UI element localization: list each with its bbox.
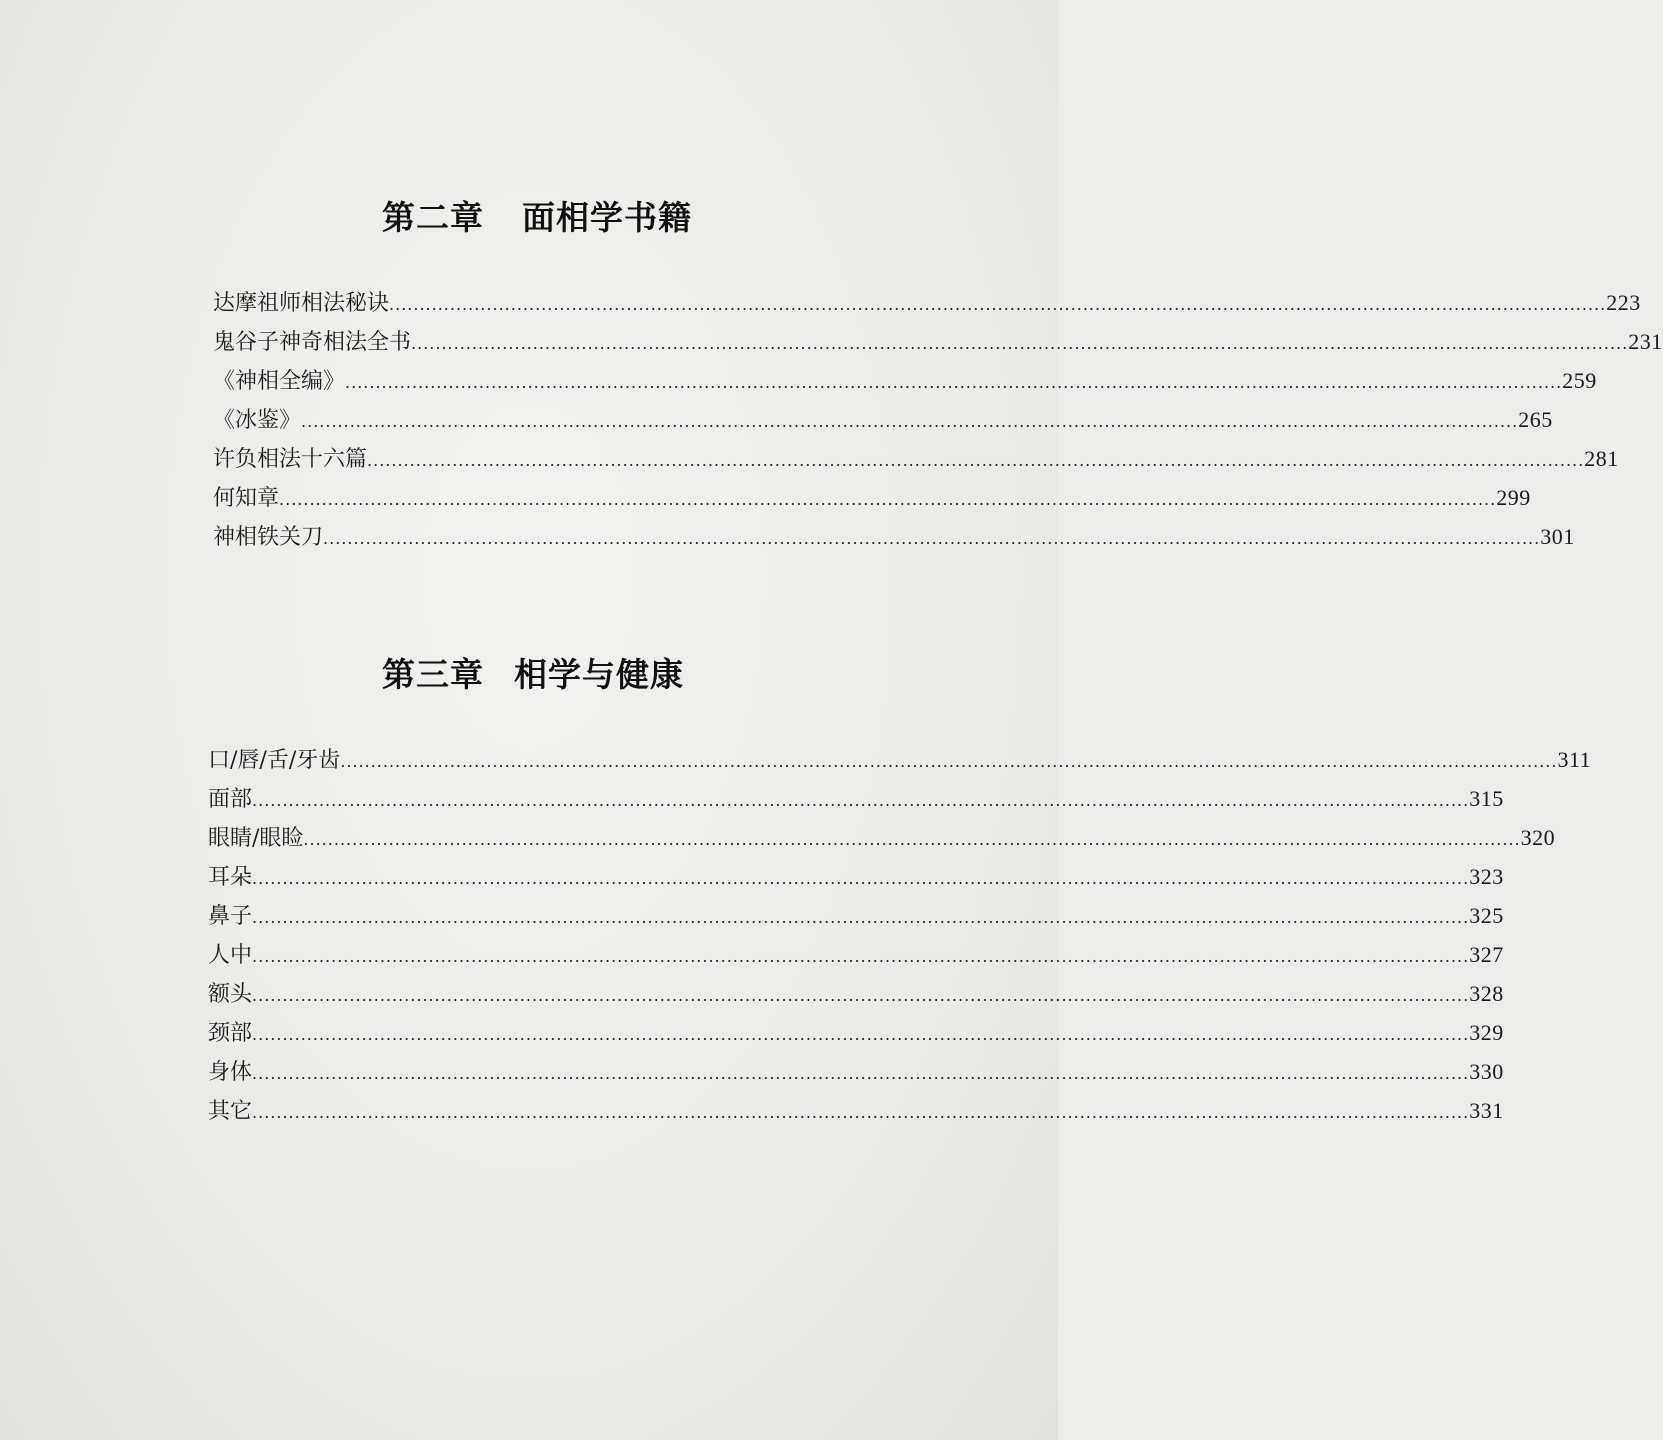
toc-entry[interactable]: 达摩祖师相法秘诀 ........................................................................................................................................................................................................ 223 bbox=[213, 283, 853, 322]
chapter-3-number: 第三章 bbox=[382, 655, 484, 694]
toc-entry-page: 315 bbox=[1469, 786, 1504, 811]
toc-entry-page: 223 bbox=[1606, 290, 1641, 315]
toc-entry-label: 何知章 bbox=[213, 486, 280, 511]
toc-entry-label: 耳朵 bbox=[208, 865, 253, 890]
toc-entry[interactable]: 额头 ........................................................................................................................................................................................................ 328 bbox=[208, 974, 848, 1013]
toc-entry-page: 327 bbox=[1469, 942, 1504, 967]
toc-entry-page: 320 bbox=[1520, 825, 1556, 850]
toc-entry-label: 达摩祖师相法秘诀 bbox=[213, 291, 390, 316]
toc-entry-page: 331 bbox=[1469, 1098, 1504, 1123]
toc-entry-page: 281 bbox=[1584, 446, 1619, 471]
toc-entry-page: 259 bbox=[1562, 368, 1597, 393]
toc-entry[interactable]: 神相铁关刀 ........................................................................................................................................................................................................ 301 bbox=[213, 517, 853, 556]
toc-entry-label: 面部 bbox=[208, 787, 253, 812]
toc-entry-label: 眼睛/眼睑 bbox=[208, 826, 304, 851]
toc-entry-page: 325 bbox=[1469, 903, 1504, 928]
toc-entry-label: 鼻子 bbox=[208, 904, 253, 929]
toc-entry-page: 231 bbox=[1628, 329, 1663, 354]
toc-entry-page: 265 bbox=[1518, 407, 1553, 432]
toc-entry[interactable]: 鼻子 ........................................................................................................................................................................................................ 325 bbox=[208, 896, 848, 935]
toc-entry-label: 《神相全编》 bbox=[213, 369, 346, 394]
chapter-3-name: 相学与健康 bbox=[514, 655, 684, 694]
toc-entry[interactable]: 许负相法十六篇 ........................................................................................................................................................................................................ 281 bbox=[213, 439, 853, 478]
toc-entry-label: 鬼谷子神奇相法全书 bbox=[213, 330, 412, 355]
toc-entry[interactable]: 口/唇/舌/牙齿 ........................................................................................................................................................................................................ 311 bbox=[208, 740, 848, 779]
toc-entry[interactable]: 人中 ........................................................................................................................................................................................................ 327 bbox=[208, 935, 848, 974]
toc-entry-label: 颈部 bbox=[208, 1021, 253, 1046]
chapter-2-title bbox=[382, 198, 692, 238]
toc-entry-label: 人中 bbox=[208, 943, 253, 968]
toc-entry-page: 330 bbox=[1469, 1059, 1504, 1084]
toc-entry[interactable]: 鬼谷子神奇相法全书 ........................................................................................................................................................................................................ 231 bbox=[213, 322, 853, 361]
chapter-3-toc bbox=[208, 740, 1592, 1130]
toc-entry-label: 《冰鉴》 bbox=[213, 408, 302, 433]
toc-entry-label: 许负相法十六篇 bbox=[213, 447, 368, 472]
toc-entry-page: 301 bbox=[1540, 524, 1575, 549]
toc-entry[interactable]: 《冰鉴》 ........................................................................................................................................................................................................ 265 bbox=[213, 400, 853, 439]
toc-entry[interactable]: 眼睛/眼睑 ........................................................................................................................................................................................................ 320 bbox=[208, 818, 848, 857]
toc-entry-label: 口/唇/舌/牙齿 bbox=[208, 748, 341, 773]
toc-entry[interactable]: 耳朵 ........................................................................................................................................................................................................ 323 bbox=[208, 857, 848, 896]
chapter-2-number: 第二章 bbox=[382, 198, 484, 237]
toc-entry-page: 299 bbox=[1496, 485, 1531, 510]
toc-entry[interactable]: 其它 ........................................................................................................................................................................................................ 331 bbox=[208, 1091, 848, 1130]
toc-entry[interactable]: 何知章 ........................................................................................................................................................................................................ 299 bbox=[213, 478, 853, 517]
toc-entry-label: 神相铁关刀 bbox=[213, 525, 324, 550]
toc-entry[interactable]: 身体 ........................................................................................................................................................................................................ 330 bbox=[208, 1052, 848, 1091]
chapter-2-name: 面相学书籍 bbox=[522, 198, 692, 237]
toc-entry-label: 其它 bbox=[208, 1099, 253, 1124]
toc-entry-label: 身体 bbox=[208, 1060, 253, 1085]
toc-entry-page: 328 bbox=[1469, 981, 1504, 1006]
toc-entry[interactable]: 颈部 ........................................................................................................................................................................................................ 329 bbox=[208, 1013, 848, 1052]
toc-entry-page: 311 bbox=[1557, 747, 1592, 772]
chapter-2-toc bbox=[213, 283, 1663, 556]
chapter-3-title bbox=[382, 655, 684, 695]
toc-entry[interactable]: 《神相全编》 ........................................................................................................................................................................................................ 259 bbox=[213, 361, 853, 400]
toc-entry[interactable]: 面部 ........................................................................................................................................................................................................ 315 bbox=[208, 779, 848, 818]
toc-entry-label: 额头 bbox=[208, 982, 253, 1007]
toc-entry-page: 329 bbox=[1469, 1020, 1504, 1045]
toc-entry-page: 323 bbox=[1469, 864, 1504, 889]
